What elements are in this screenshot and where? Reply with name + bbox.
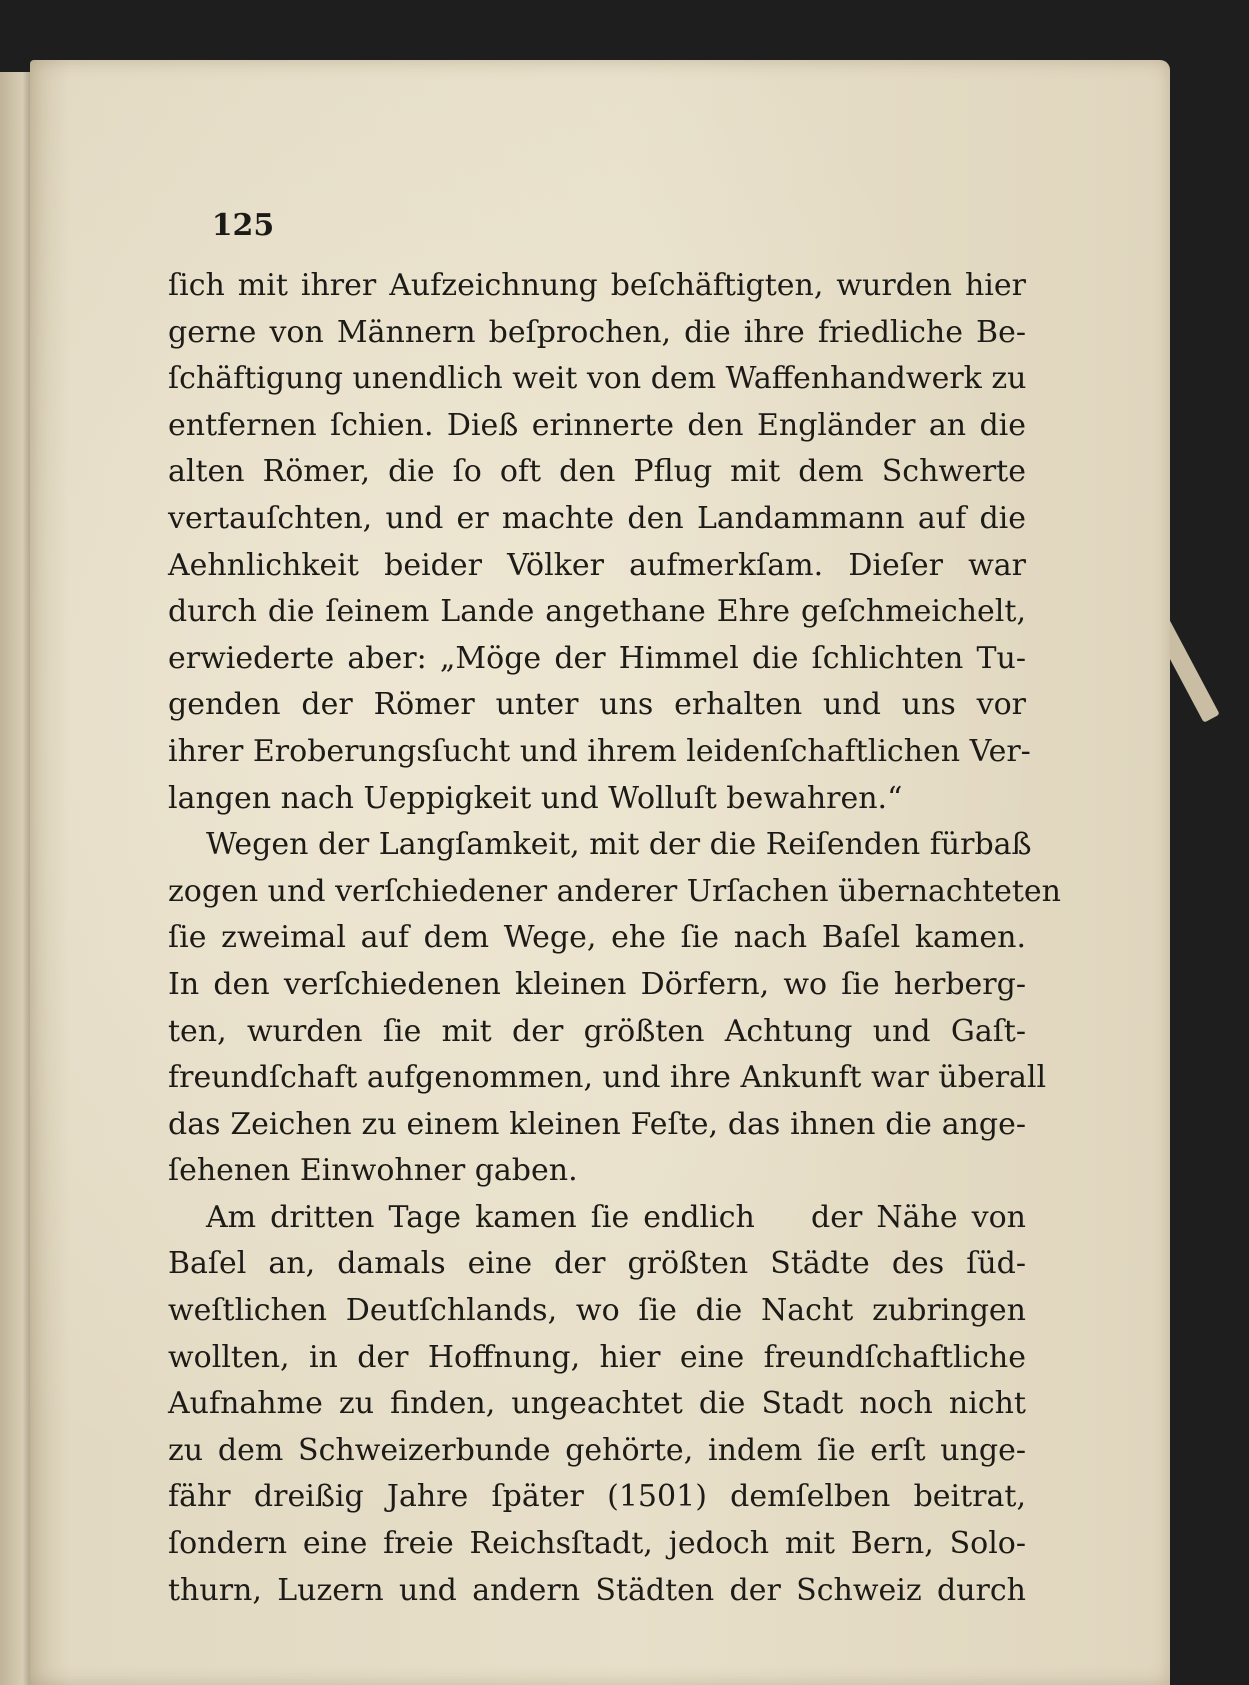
text-line: langen nach Ueppigkeit und Wolluſt bewahren.“ [168,780,903,816]
text-line: Wegen der Langſamkeit, mit der die Reiſenden fürbaß [206,827,1032,863]
text-line: durch die ſeinem Lande angethane Ehre geſchmeichelt, [168,594,1026,630]
text-line: freundſchaft aufgenommen, und ihre Ankunft war überall [168,1060,1047,1096]
text-line: genden der Römer unter uns erhalten und uns vor [168,687,1026,723]
text-line: ihrer Eroberungsſucht und ihrem leidenſchaftlichen Ver- [168,733,1031,769]
text-line: wollten, in der Hoffnung, hier eine freundſchaftliche [168,1339,1026,1375]
text-line: alten Römer, die ſo oft den Pflug mit dem Schwerte [168,454,1026,490]
text-line: entfernen ſchien. Dieß erinnerte den Engländer an die [168,407,1026,443]
previous-page-edge [0,72,32,1685]
text-line: weſtlichen Deutſchlands, wo ſie die Nacht zubringen [168,1293,1026,1329]
text-line: thurn, Luzern und andern Städten der Schweiz durch [168,1572,1026,1608]
text-line: ten, wurden ſie mit der größten Achtung und Gaſt- [168,1013,1026,1049]
text-line: erwiederte aber: „Möge der Himmel die ſchlichten Tu- [168,640,1026,676]
text-line: das Zeichen zu einem kleinen Feſte, das ihnen die ange- [168,1106,1026,1142]
text-line: Aehnlichkeit beider Völker aufmerkſam. Dieſer war [168,547,1026,583]
text-line: In den verſchiedenen kleinen Dörfern, wo ſie herberg- [168,966,1026,1002]
text-line: Aufnahme zu finden, ungeachtet die Stadt noch nicht [168,1386,1026,1422]
page-number: 125 [211,208,275,243]
text-line: ſehenen Einwohner gaben. [168,1153,578,1189]
text-line: zogen und verſchiedener anderer Urſachen übernachteten [168,873,1061,909]
text-line: ſie zweimal auf dem Wege, ehe ſie nach Baſel kamen. [168,920,1026,956]
text-line: ſondern eine freie Reichsſtadt, jedoch mit Bern, Solo- [168,1526,1026,1562]
text-line: Baſel an, damals eine der größten Städte des ſüd- [168,1246,1026,1282]
text-line: ſchäftigung unendlich weit von dem Waffenhandwerk zu [168,361,1027,397]
text-line: fähr dreißig Jahre ſpäter (1501) demſelben beitrat, [168,1479,1026,1515]
body-text [168,263,1061,1614]
text-line: gerne von Männern beſprochen, die ihre friedliche Be- [168,314,1026,350]
text-line: zu dem Schweizerbunde gehörte, indem ſie erſt unge- [168,1432,1026,1468]
text-line: vertauſchten, und er machte den Landammann auf die [168,500,1026,536]
book-page [30,60,1170,1685]
text-line: ſich mit ihrer Aufzeichnung beſchäftigten, wurden hier [168,268,1026,303]
text-line: Am dritten Tage kamen ſie endlich der Nähe von [206,1199,1026,1235]
